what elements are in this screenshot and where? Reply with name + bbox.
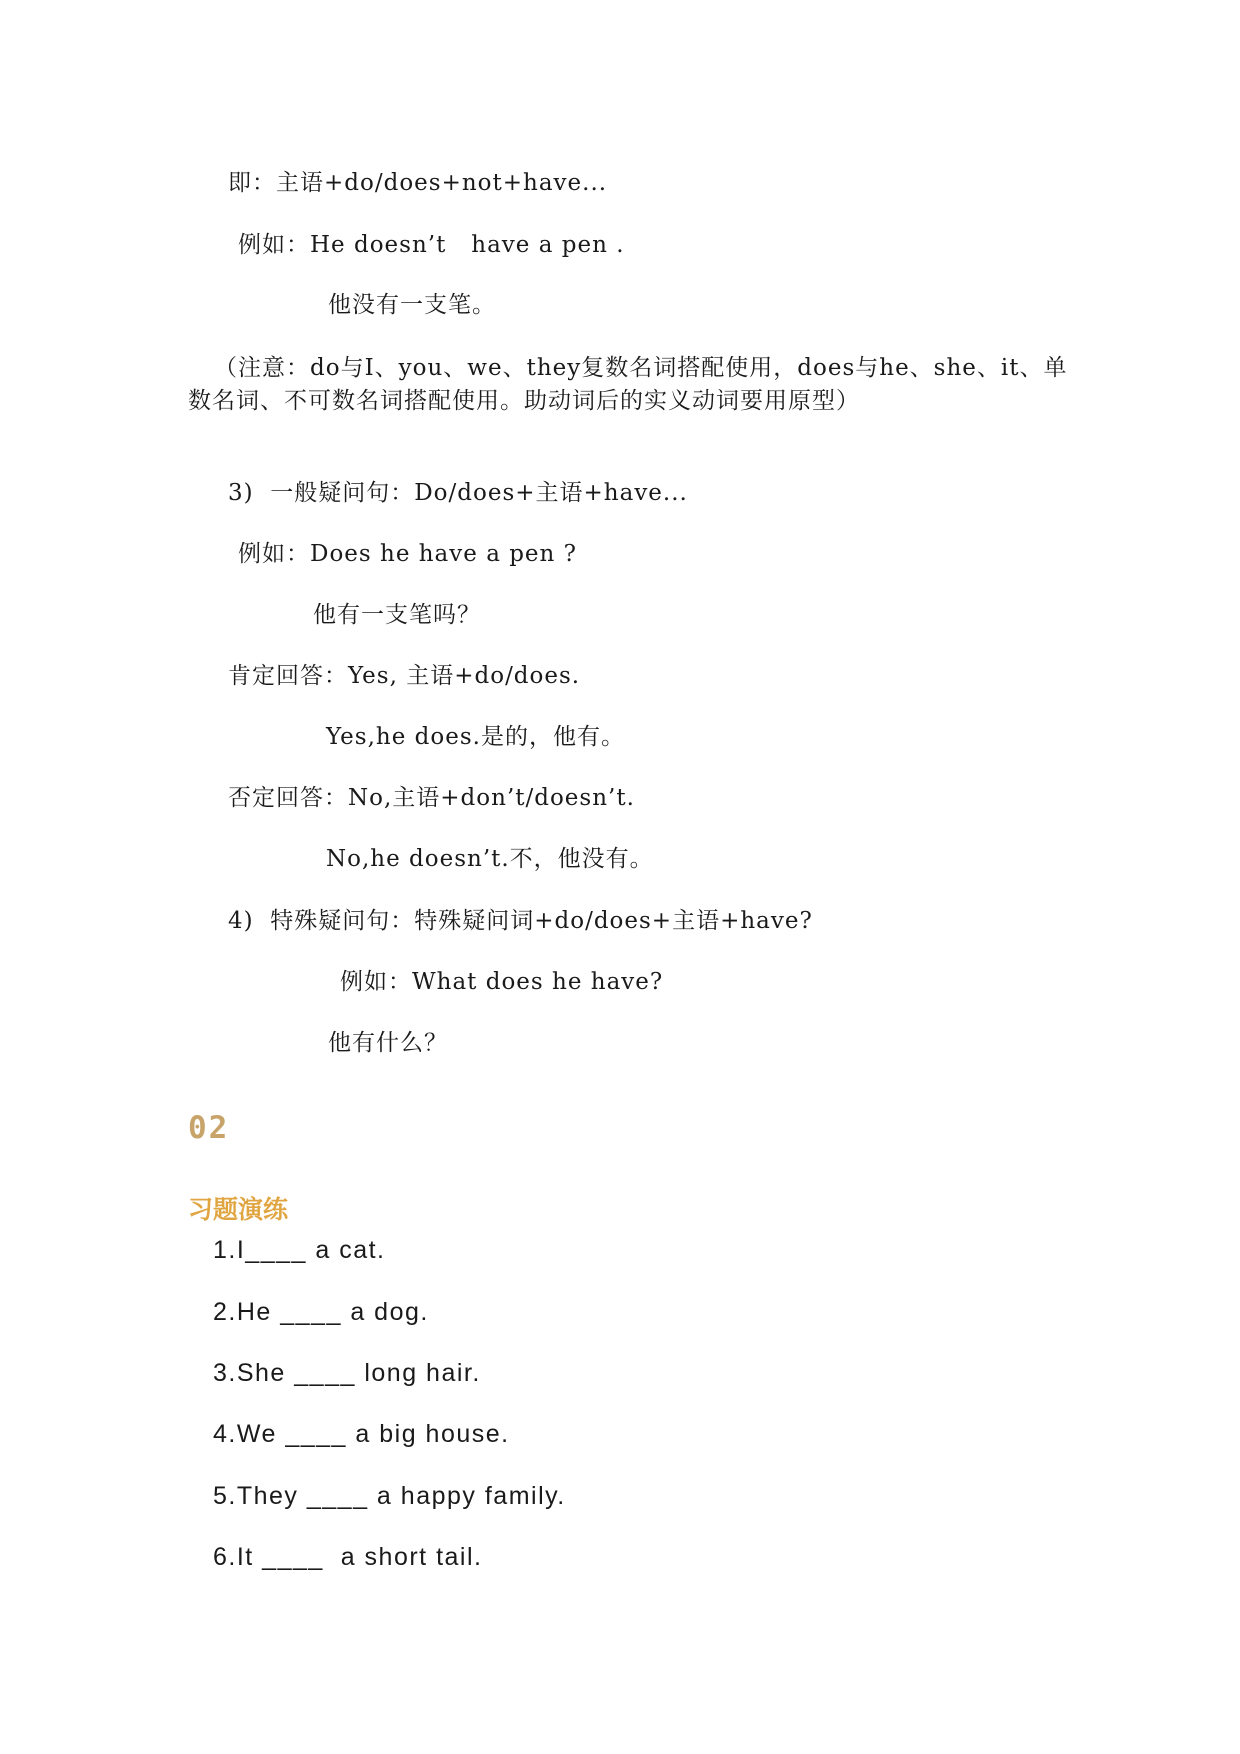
negative-example-chinese: 他没有一支笔。 <box>328 292 496 318</box>
section-number: 02 <box>188 1110 230 1146</box>
positive-answer-example: Yes,he does.是的，他有。 <box>326 724 625 750</box>
negative-example-english: 例如：He doesn’t have a pen . <box>238 232 625 258</box>
usage-note <box>188 352 1068 418</box>
exercise-item-5: 5.They ____ a happy family. <box>213 1482 566 1510</box>
positive-answer-rule: 肯定回答：Yes, 主语+do/does. <box>228 663 581 689</box>
exercise-item-1: 1.I____ a cat. <box>213 1236 386 1264</box>
exercise-item-2: 2.He ____ a dog. <box>213 1298 429 1326</box>
exercise-item-4: 4.We ____ a big house. <box>213 1420 510 1448</box>
special-question-rule: 4) 特殊疑问句：特殊疑问词+do/does+主语+have? <box>228 908 813 934</box>
exercise-item-6: 6.It ____ a short tail. <box>213 1543 483 1571</box>
negative-answer-rule: 否定回答：No,主语+don’t/doesn’t. <box>228 785 635 811</box>
negative-answer-example: No,he doesn’t.不，他没有。 <box>326 846 654 872</box>
exercise-item-3: 3.She ____ long hair. <box>213 1359 481 1387</box>
general-example-chinese: 他有一支笔吗？ <box>313 602 481 628</box>
usage-note-text: （注意：do与I、you、we、they复数名词搭配使用，does与he、she、it、单数名词、不可数名词搭配使用。助动词后的实义动词要用原型） <box>188 355 1068 414</box>
special-example-english: 例如：What does he have? <box>340 969 664 995</box>
special-example-chinese: 他有什么？ <box>328 1030 448 1056</box>
negative-form-rule: 即：主语+do/does+not+have... <box>228 170 608 196</box>
section-title: 习题演练 <box>188 1195 289 1224</box>
general-example-english: 例如：Does he have a pen ? <box>238 541 578 567</box>
general-question-rule: 3) 一般疑问句：Do/does+主语+have... <box>228 480 688 506</box>
